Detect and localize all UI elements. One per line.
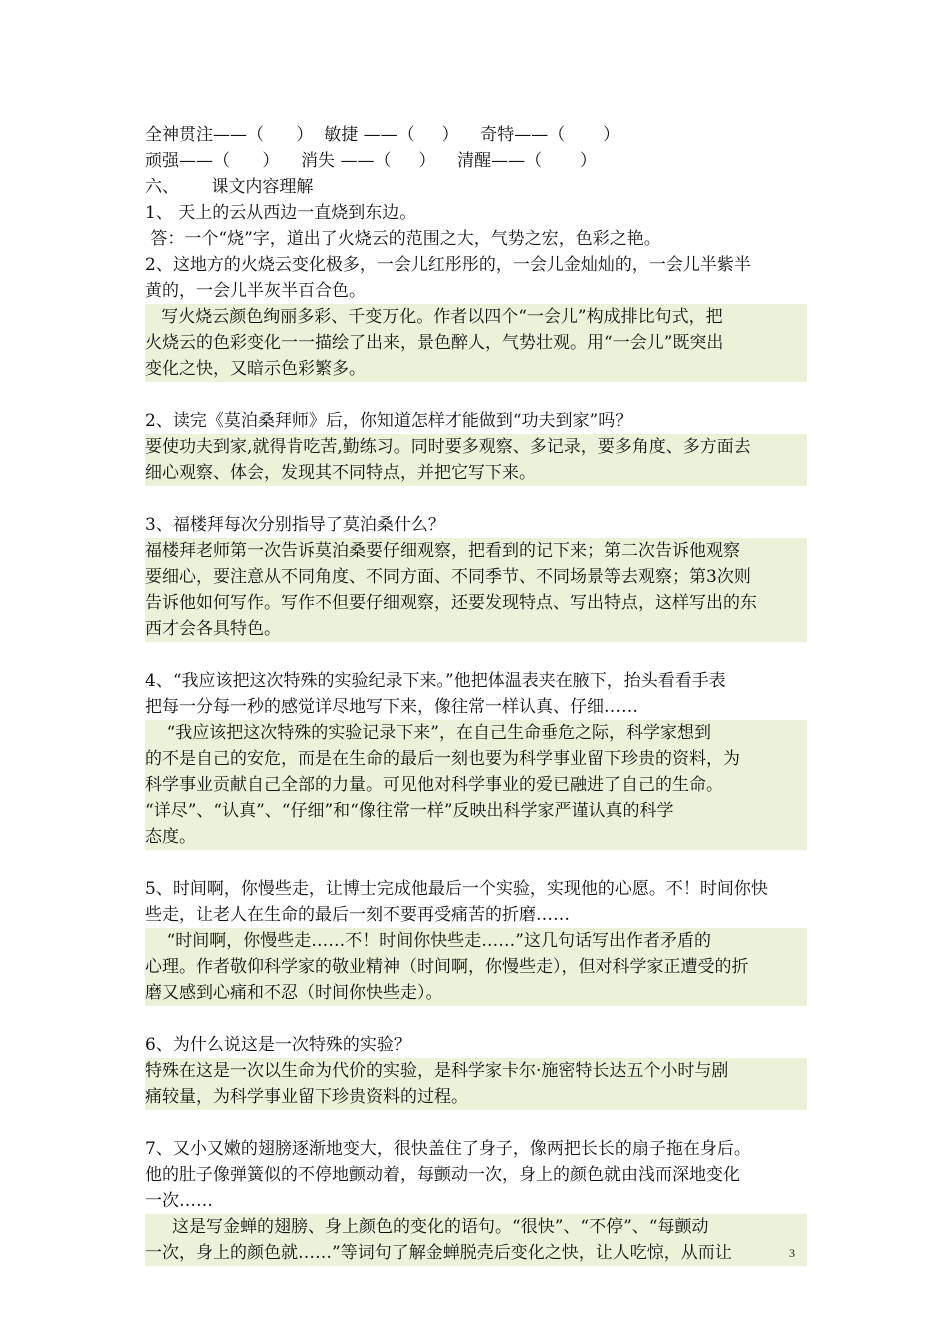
question-item: [145, 200, 807, 252]
answer-line: 西才会各具特色。: [145, 619, 281, 639]
question-item: [145, 1136, 807, 1266]
question-line: 6、为什么说这是一次特殊的实验？: [145, 1035, 411, 1055]
page-number: 3: [789, 1246, 795, 1260]
answer-block: [145, 434, 807, 486]
answer-line: 特殊在这是一次以生命为代价的实验，是科学家卡尔·施密特长达五个小时与剧: [145, 1061, 729, 1081]
answer-line: 一次，身上的颜色就……”等词句了解金蝉脱壳后变化之快，让人吃惊，从而让: [145, 1243, 732, 1263]
answer-line: 变化之快，又暗示色彩繁多。: [145, 359, 366, 379]
question-line: 7、又小又嫩的翅膀逐渐地变大，很快盖住了身子，像两把长长的扇子拖在身后。: [145, 1139, 751, 1159]
answer-line: 细心观察、体会，发现其不同特点，并把它写下来。: [145, 463, 536, 483]
answer-line: 答：一个“烧”字，道出了火烧云的范围之大，气势之宏，色彩之艳。: [145, 229, 661, 249]
answer-line: 火烧云的色彩变化一一描绘了出来，景色醉人，气势壮观。用“一会儿”既突出: [145, 333, 724, 353]
answer-line: “时间啊，你慢些走……不！时间你快些走……”这几句话写出作者矛盾的: [145, 931, 711, 951]
question-line: 一次……: [145, 1191, 213, 1211]
answer-line: 痛较量，为科学事业留下珍贵资料的过程。: [145, 1087, 468, 1107]
answer-line: “详尽”、“认真”、“仔细”和“像往常一样”反映出科学家严谨认真的科学: [145, 801, 674, 821]
section-heading: 六、 课文内容理解: [145, 177, 314, 197]
question-line: 黄的，一会儿半灰半百合色。: [145, 281, 366, 301]
vocab-line-2: 顽强——（ ） 消失 ——（ ） 清醒——（ ）: [145, 151, 597, 171]
answer-line: 磨又感到心痛和不忍（时间你快些走）。: [145, 983, 443, 1003]
question-line: 把每一分每一秒的感觉详尽地写下来，像往常一样认真、仔细……: [145, 697, 638, 717]
spacer: [145, 486, 807, 512]
spacer: [145, 382, 807, 408]
answer-line: 态度。: [145, 827, 196, 847]
answer-block: [145, 720, 807, 850]
question-list: [145, 200, 807, 1266]
question-item: [145, 252, 807, 408]
answer-line: 福楼拜老师第一次告诉莫泊桑要仔细观察，把看到的记下来；第二次告诉他观察: [145, 541, 740, 561]
question-line: 他的肚子像弹簧似的不停地颤动着，每颤动一次，身上的颜色就由浅而深地变化: [145, 1165, 740, 1185]
answer-block: [145, 1058, 807, 1110]
answer-block: [145, 304, 807, 382]
answer-line: 要细心，要注意从不同角度、不同方面、不同季节、不同场景等去观察；第3次则: [145, 567, 751, 587]
question-line: 3、福楼拜每次分别指导了莫泊桑什么？: [145, 515, 445, 535]
question-item: [145, 1032, 807, 1136]
question-item: [145, 512, 807, 668]
question-item: [145, 876, 807, 1032]
question-item: [145, 668, 807, 876]
answer-line: 告诉他如何写作。写作不但要仔细观察，还要发现特点、写出特点，这样写出的东: [145, 593, 757, 613]
answer-line: 写火烧云颜色绚丽多彩、千变万化。作者以四个“一会儿”构成排比句式，把: [145, 307, 723, 327]
answer-line: 心理。作者敬仰科学家的敬业精神（时间啊，你慢些走），但对科学家正遭受的折: [145, 957, 749, 977]
question-item: [145, 408, 807, 512]
question-line: 4、“我应该把这次特殊的实验纪录下来。”他把体温表夹在腋下，抬头看看手表: [145, 671, 726, 691]
spacer: [145, 1110, 807, 1136]
document-body: [145, 122, 807, 1266]
answer-block: [145, 538, 807, 642]
question-line: 2、这地方的火烧云变化极多，一会儿红彤彤的，一会儿金灿灿的，一会儿半紫半: [145, 255, 751, 275]
spacer: [145, 642, 807, 668]
answer-line: 这是写金蝉的翅膀、身上颜色的变化的语句。“很快”、“不停”、“每颤动: [145, 1217, 709, 1237]
vocab-line-1: 全神贯注——（ ） 敏捷 ——（ ） 奇特——（ ）: [145, 125, 621, 145]
question-line: 1、 天上的云从西边一直烧到东边。: [145, 203, 417, 223]
answer-block: [145, 928, 807, 1006]
answer-line: “我应该把这次特殊的实验记录下来”，在自己生命垂危之际，科学家想到: [145, 723, 711, 743]
answer-line: 科学事业贡献自己全部的力量。可见他对科学事业的爱已融进了自己的生命。: [145, 775, 723, 795]
answer-block: [145, 226, 807, 252]
question-line: 2、读完《莫泊桑拜师》后，你知道怎样才能做到“功夫到家”吗？: [145, 411, 633, 431]
question-line: 些走，让老人在生命的最后一刻不要再受痛苦的折磨……: [145, 905, 570, 925]
answer-line: 的不是自己的安危，而是在生命的最后一刻也要为科学事业留下珍贵的资料，为: [145, 749, 740, 769]
spacer: [145, 1006, 807, 1032]
answer-line: 要使功夫到家,就得肯吃苦,勤练习。同时要多观察、多记录，要多角度、多方面去: [145, 437, 751, 457]
answer-block: [145, 1214, 807, 1266]
question-line: 5、时间啊，你慢些走，让博士完成他最后一个实验，实现他的心愿。不！时间你快: [145, 879, 768, 899]
spacer: [145, 850, 807, 876]
